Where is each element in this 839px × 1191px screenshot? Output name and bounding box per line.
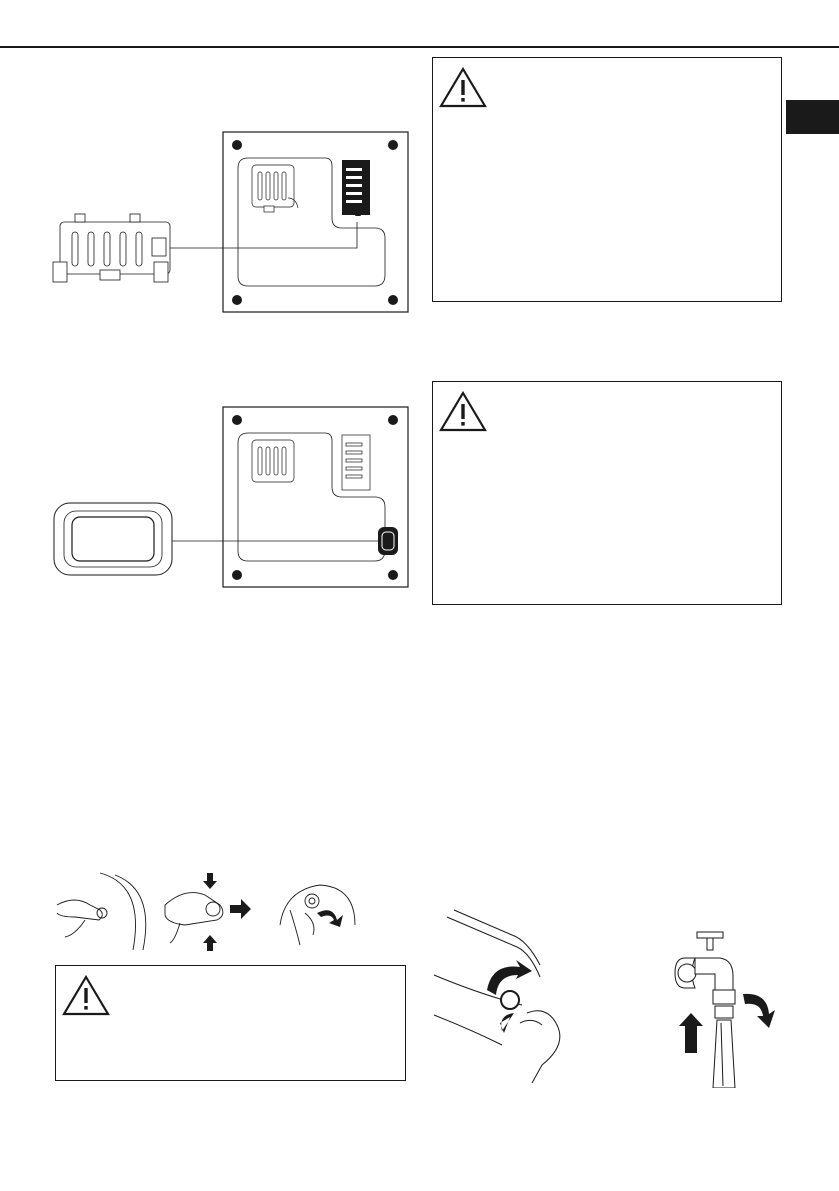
figure-faucet (665, 928, 775, 1088)
warning-triangle-icon (439, 66, 487, 108)
faucet-illustration (665, 928, 775, 1088)
warning-triangle-icon (439, 390, 487, 432)
warning-box-1 (432, 57, 782, 302)
figure-back-panel-top (50, 130, 410, 315)
figure-rear-inlet (432, 905, 577, 1083)
warning-box-2 (432, 381, 782, 605)
figure-transport-bolt-steps (55, 865, 405, 955)
section-tab (786, 100, 839, 134)
back-panel-bottom-illustration (50, 405, 410, 590)
warning-box-3 (55, 965, 406, 1081)
steps-illustration (55, 865, 405, 955)
rear-inlet-illustration (432, 905, 577, 1083)
warning-triangle-icon (62, 974, 110, 1016)
back-panel-top-illustration (50, 130, 410, 315)
header-rule (0, 46, 839, 48)
figure-back-panel-bottom (50, 405, 410, 590)
